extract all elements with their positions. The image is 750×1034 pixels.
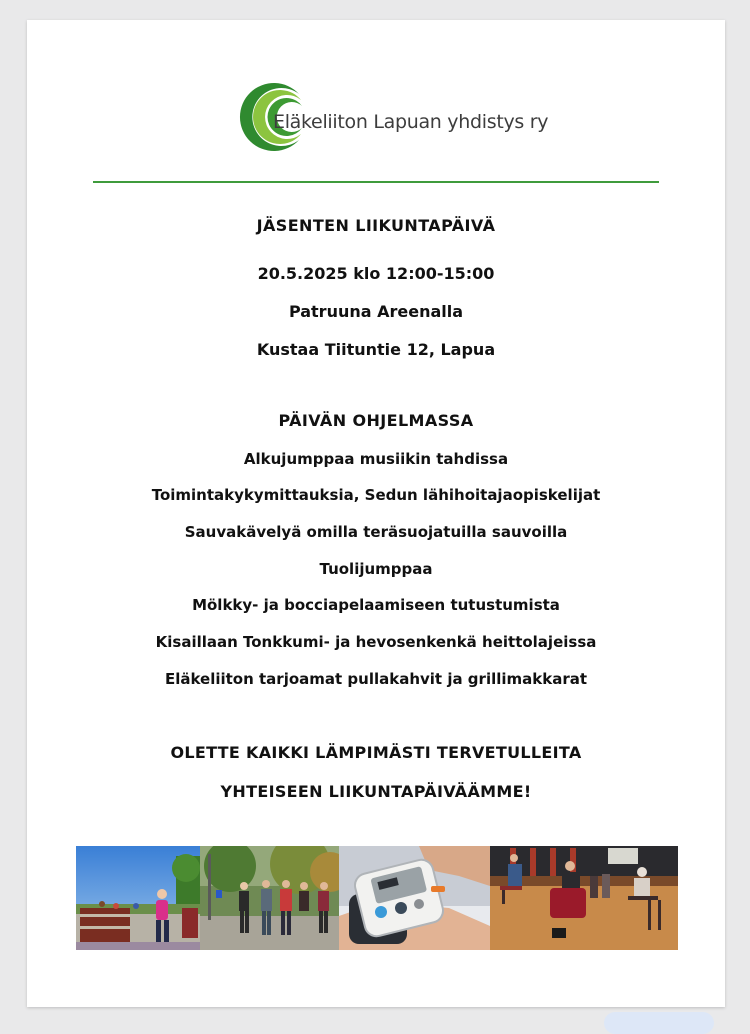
nordic-walking-photo (200, 846, 339, 950)
event-datetime: 20.5.2025 klo 12:00-15:00 (257, 264, 495, 283)
program-heading: PÄIVÄN OHJELMASSA (278, 411, 474, 430)
event-address: Kustaa Tiituntie 12, Lapua (256, 340, 496, 359)
document-page (27, 20, 725, 1007)
event-venue: Patruuna Areenalla (288, 302, 464, 321)
organization-logo (239, 82, 559, 152)
program-item: Mölkky- ja bocciapelaamiseen tutustumista (192, 596, 560, 614)
photo-strip (76, 846, 678, 950)
closing-line-2: YHTEISEEN LIIKUNTAPÄIVÄÄMME! (220, 782, 532, 801)
blood-pressure-photo (339, 846, 490, 950)
header-divider (93, 181, 659, 183)
organization-name: Eläkeliiton Lapuan yhdistys ry (273, 111, 549, 133)
chair-exercise-photo (490, 846, 678, 950)
program-item: Alkujumppaa musiikin tahdissa (243, 450, 509, 468)
program-item: Eläkeliiton tarjoamat pullakahvit ja grillimakkarat (164, 670, 588, 688)
program-item: Sauvakävelyä omilla teräsuojatuilla sauvoilla (184, 523, 568, 541)
closing-line-1: OLETTE KAIKKI LÄMPIMÄSTI TERVETULLEITA (170, 743, 582, 762)
outdoor-exercise-photo (76, 846, 200, 950)
program-item: Kisaillaan Tonkkumi- ja hevosenkenkä heittolajeissa (155, 633, 597, 651)
scroll-indicator[interactable] (604, 1012, 714, 1034)
program-item: Tuolijumppaa (319, 560, 433, 578)
event-title: JÄSENTEN LIIKUNTAPÄIVÄ (256, 216, 496, 235)
program-item: Toimintakykymittauksia, Sedun lähihoitajaopiskelijat (151, 486, 601, 504)
